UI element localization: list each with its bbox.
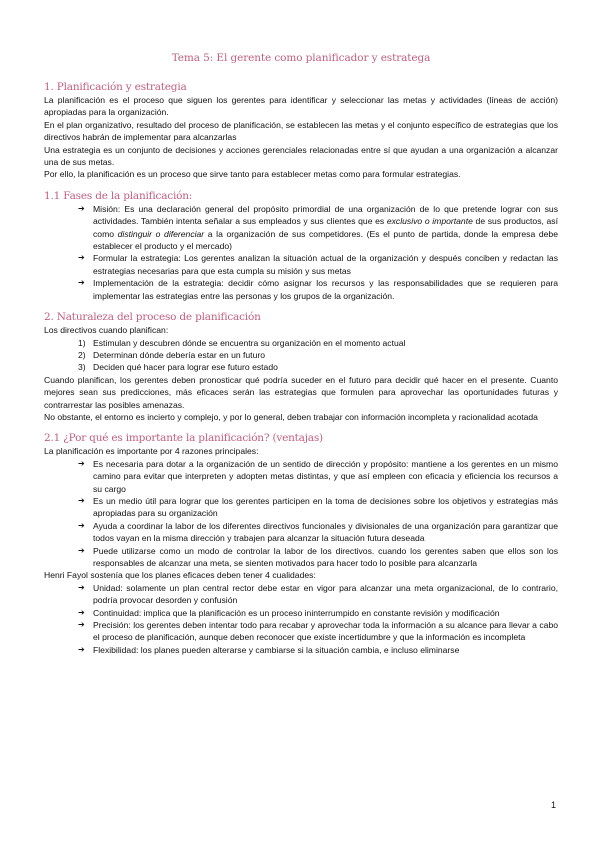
list-item: ➔ Unidad: solamente un plan central rector debe estar en vigor para alcanzar una meta organizacional, de lo contrario, podría provocar desorden y confusión [78,582,558,607]
paragraph: Henri Fayol sostenía que los planes eficaces deben tener 4 cualidades: [44,570,316,581]
list-item: ➔ Misión: Es una declaración general del propósito primordial de una organización de lo que pretende lograr con sus actividades. También intenta señalar a sus empleados y sus clientes que es exclusivo o importante de sus productos, así como distinguir o diferenciar a la organización de sus competidores. (Es el punto de partida, donde la empresa debe establecer el producto y el mercado) [78,203,558,253]
section-1-heading: 1. Planificación y estrategia [44,81,187,93]
page-title: Tema 5: El gerente como planificador y estratega [171,52,431,64]
paragraph: Por ello, la planificación es un proceso que sirve tanto para establecer metas como para formular estrategias. [44,169,461,180]
list-item: ➔ Es necesaria para dotar a la organización de un sentido de dirección y propósito: mantiene a los gerentes en un mismo camino para evitar que interpreten y adopten metas distintas, y que así empleen con eficacia y eficiencia los recursos a su cargo [78,458,558,495]
list-item: ➔ Flexibilidad: los planes pueden alterarse y cambiarse si la situación cambia, e incluso eliminarse [78,644,558,656]
list-item: 3) Deciden qué hacer para lograr ese futuro estado [78,362,278,373]
paragraph: Una estrategia es un conjunto de decisiones y acciones gerenciales relacionadas entre sí que ayudan a una organización a alcanzar una de sus metas. [44,144,558,168]
section-2-1-heading: 2.1 ¿Por qué es importante la planificación? (ventajas) [44,432,323,445]
reasons-list [44,458,558,570]
list-item: ➔ Es un medio útil para lograr que los gerentes participen en la toma de decisiones sobre los objetivos y estrategias más apropiadas para su organización [78,495,558,520]
paragraph: La planificación es el proceso que siguen los gerentes para identificar y seleccionar las metas y actividades (líneas de acción) apropiadas para la organización. [44,95,558,118]
section-2-heading: 2. Naturaleza del proceso de planificación [44,311,261,324]
list-item: ➔ Puede utilizarse como un modo de controlar la labor de los directivos. cuando los gerentes saben que ellos son los responsables de alcanzar una meta, se sienten motivados para hacer todo lo posible para alcanzarla [78,545,558,570]
list-item: ➔ Implementación de la estrategia: decidir cómo asignar los recursos y las responsabilidades que se requieren para implementar las estrategias entre las personas y los grupos de la organización. [78,277,558,302]
paragraph: No obstante, el entorno es incierto y complejo, y por lo general, deben trabajar con información incompleta y racionalidad acotada [44,411,538,422]
list-item: ➔ Ayuda a coordinar la labor de los diferentes directivos funcionales y divisionales de una organización para garantizar que todos vayan en la misma dirección y trabajen para alcanzar la situación futura deseada [78,520,558,545]
qualities-list [44,582,558,656]
list-item: 2) Determinan dónde debería estar en un futuro [78,349,265,360]
paragraph: En el plan organizativo, resultado del proceso de planificación, se establecen las metas y el conjunto específico de estrategias que los directivos habrán de implementar para alcanzarlas [44,119,558,143]
section-1-1-heading: 1.1 Fases de la planificación: [44,189,193,202]
list-item: ➔ Formular la estrategia: Los gerentes analizan la situación actual de la organización y después conciben y redactan las estrategias necesarias para que esta cumpla su misión y sus metas [78,252,558,277]
list-item: ➔ Precisión: los gerentes deben intentar todo para recabar y aprovechar toda la información a su alcance para llevar a cabo el proceso de planificación, aunque deben reconocer que existe incertidumbre y que la información es incompleta [78,619,558,644]
paragraph: Los directivos cuando planifican: [44,325,169,336]
paragraph: Cuando planifican, los gerentes deben pronosticar qué podría suceder en el futuro para decidir qué hacer en el presente. Cuanto mejores sean sus predicciones, más eficaces serán las estrategias que formulen para aprovechar las oportunidades futuras y contrarrestar las posibles amenazas. [44,374,558,410]
page-number: 1 [550,800,556,810]
list-item: 1) Estimulan y descubren dónde se encuentra su organización en el momento actual [78,337,406,348]
steps-list [44,337,558,374]
phases-list [44,203,558,302]
list-item: ➔ Continuidad: implica que la planificación es un proceso ininterrumpido en constante revisión y modificación [78,607,558,619]
paragraph: La planificación es importante por 4 razones principales: [44,446,259,457]
document-page [44,52,558,656]
